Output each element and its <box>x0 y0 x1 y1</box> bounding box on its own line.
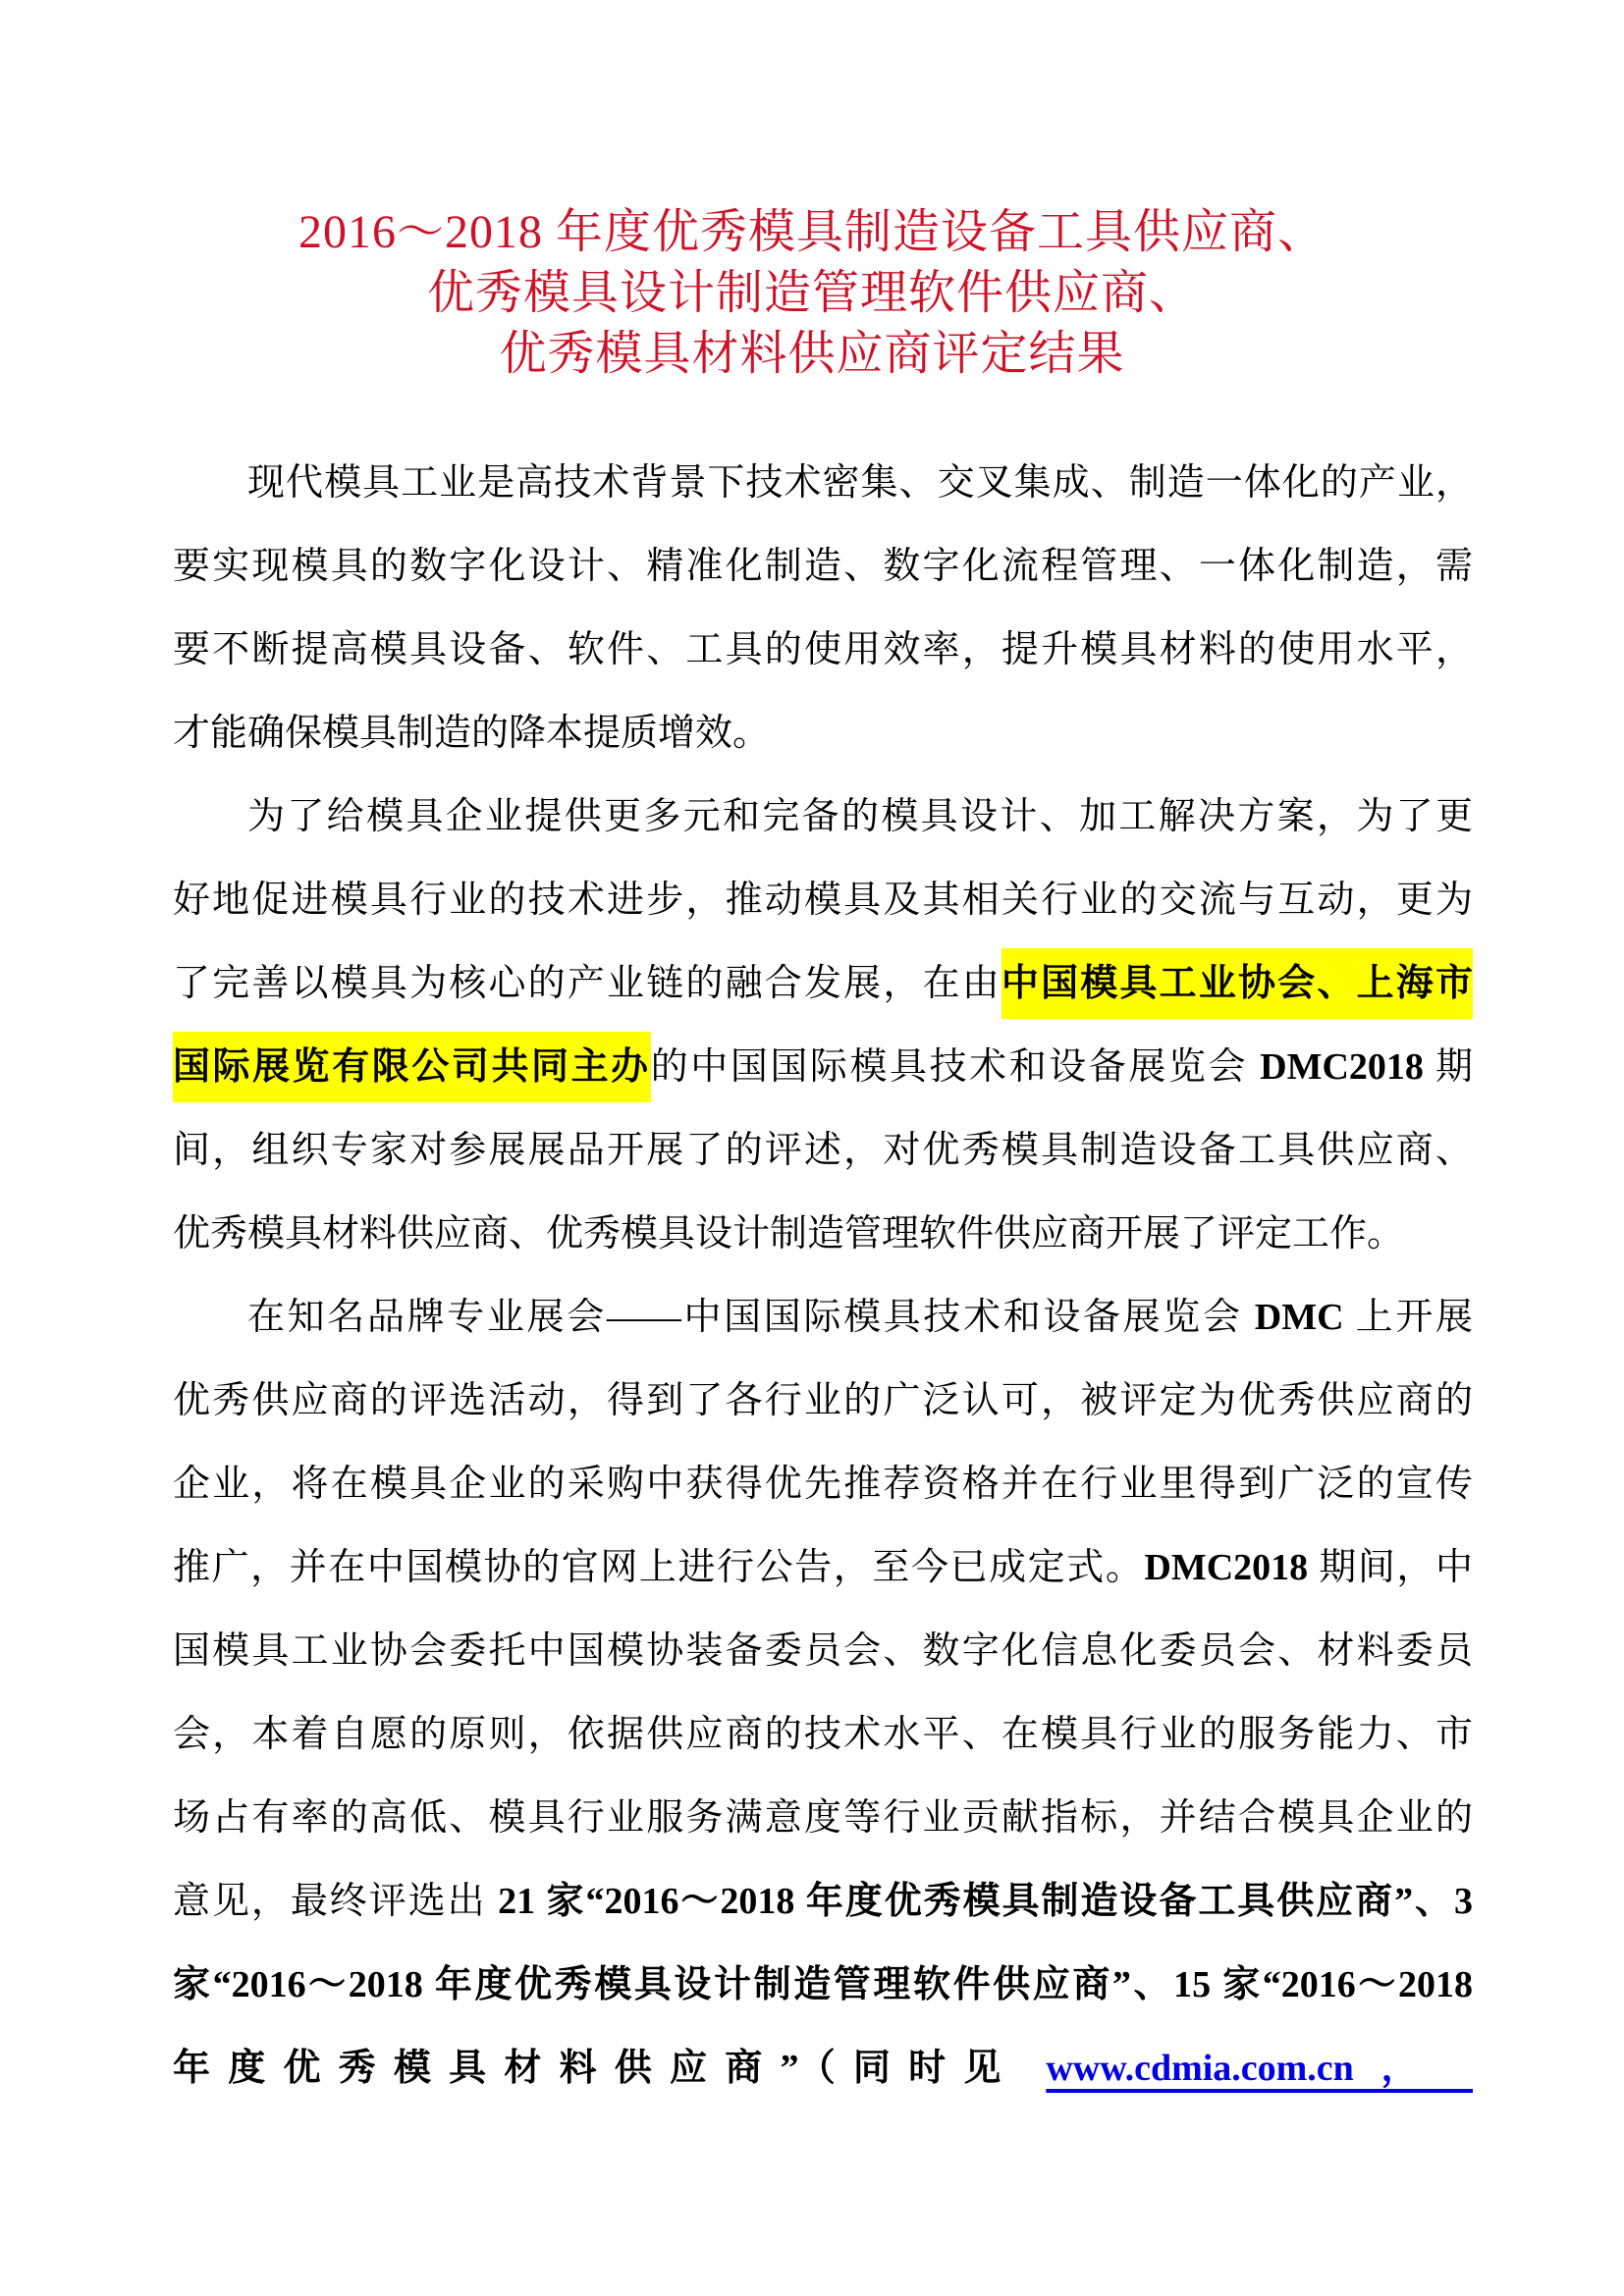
text-run: 意见，最终评选出 <box>173 1881 499 1922</box>
text-line <box>173 609 1473 692</box>
document-title-line-3: 优秀模具材料供应商评定结果 <box>499 328 1125 380</box>
text-run: 为了给模具企业提供更多元和完备的模具设计、加工解决方案，为了更 <box>247 796 1473 837</box>
highlighted-text: 国际展览有限公司共同主办 <box>173 1032 651 1102</box>
text-line <box>173 1193 1473 1276</box>
bold-text: 年度优秀模具材料供应商”（同时见 <box>173 2048 1047 2089</box>
text-run: 要实现模具的数字化设计、精准化制造、数字化流程管理、一体化制造，需 <box>173 546 1473 587</box>
bold-text: DMC2018 <box>1260 1046 1424 1088</box>
text-run: 国模具工业协会委托中国模协装备委员会、数字化信息化委员会、材料委员 <box>173 1630 1473 1672</box>
text-line <box>173 1860 1473 1944</box>
text-line <box>173 1777 1473 1860</box>
document-title <box>79 202 1545 385</box>
document-title-line-2: 优秀模具设计制造管理软件供应商、 <box>426 267 1197 319</box>
text-run: 优秀供应商的评选活动，得到了各行业的广泛认可，被评定为优秀供应商的 <box>173 1380 1473 1421</box>
document-body <box>173 442 1473 2110</box>
website-link[interactable]: www.cdmia.com.cn ， <box>1046 2048 1473 2089</box>
text-line <box>173 942 1473 1026</box>
text-run: 才能确保模具制造的降本提质增效。 <box>173 713 771 754</box>
bold-text: DMC <box>1254 1297 1344 1338</box>
text-line <box>173 1109 1473 1193</box>
text-line <box>173 525 1473 609</box>
text-run: 在知名品牌专业展会——中国国际模具技术和设备展览会 <box>247 1297 1255 1338</box>
text-line <box>173 1443 1473 1526</box>
bold-text: 21 家“2016～2018 年度优秀模具制造设备工具供应商”、3 <box>498 1881 1473 1922</box>
text-run: 会，本着自愿的原则，依据供应商的技术水平、在模具行业的服务能力、市 <box>173 1714 1473 1755</box>
text-run: 推广，并在中国模协的官网上进行公告，至今已成定式。 <box>173 1547 1145 1588</box>
text-run: 上开展 <box>1343 1297 1473 1338</box>
text-line <box>173 1526 1473 1610</box>
bold-text: 家“2016～2018 年度优秀模具设计制造管理软件供应商”、15 家“2016～2018 <box>173 1964 1473 2005</box>
text-line <box>173 1026 1473 1109</box>
highlighted-text: 中国模具工业协会、上海市 <box>1001 948 1473 1019</box>
text-line <box>173 692 1473 775</box>
text-line <box>173 1693 1473 1777</box>
text-run: 现代模具工业是高技术背景下技术密集、交叉集成、制造一体化的产业， <box>247 462 1473 504</box>
text-line <box>173 775 1473 859</box>
text-run: 好地促进模具行业的技术进步，推动模具及其相关行业的交流与互动，更为 <box>173 880 1473 921</box>
text-run: 要不断提高模具设备、软件、工具的使用效率，提升模具材料的使用水平， <box>173 629 1473 670</box>
text-line <box>173 442 1473 525</box>
text-run: 企业，将在模具企业的采购中获得优先推荐资格并在行业里得到广泛的宣传 <box>173 1464 1473 1505</box>
text-run: 间，组织专家对参展展品开展了的评述，对优秀模具制造设备工具供应商、 <box>173 1130 1473 1171</box>
bold-text: DMC2018 <box>1144 1547 1309 1588</box>
text-run: 期间，中 <box>1308 1547 1473 1588</box>
text-run: 期 <box>1423 1046 1473 1088</box>
text-run: 场占有率的高低、模具行业服务满意度等行业贡献指标，并结合模具企业的 <box>173 1797 1473 1839</box>
text-run: 了完善以模具为核心的产业链的融合发展，在由 <box>173 963 1001 1004</box>
text-run: 优秀模具材料供应商、优秀模具设计制造管理软件供应商开展了评定工作。 <box>173 1213 1405 1255</box>
text-line <box>173 1276 1473 1360</box>
text-line <box>173 1610 1473 1693</box>
text-run: 的中国国际模具技术和设备展览会 <box>650 1046 1261 1088</box>
text-line <box>173 2027 1473 2110</box>
text-line <box>173 1944 1473 2027</box>
text-line <box>173 1360 1473 1443</box>
text-line <box>173 859 1473 942</box>
document-title-line-1: 2016～2018 年度优秀模具制造设备工具供应商、 <box>298 206 1326 258</box>
